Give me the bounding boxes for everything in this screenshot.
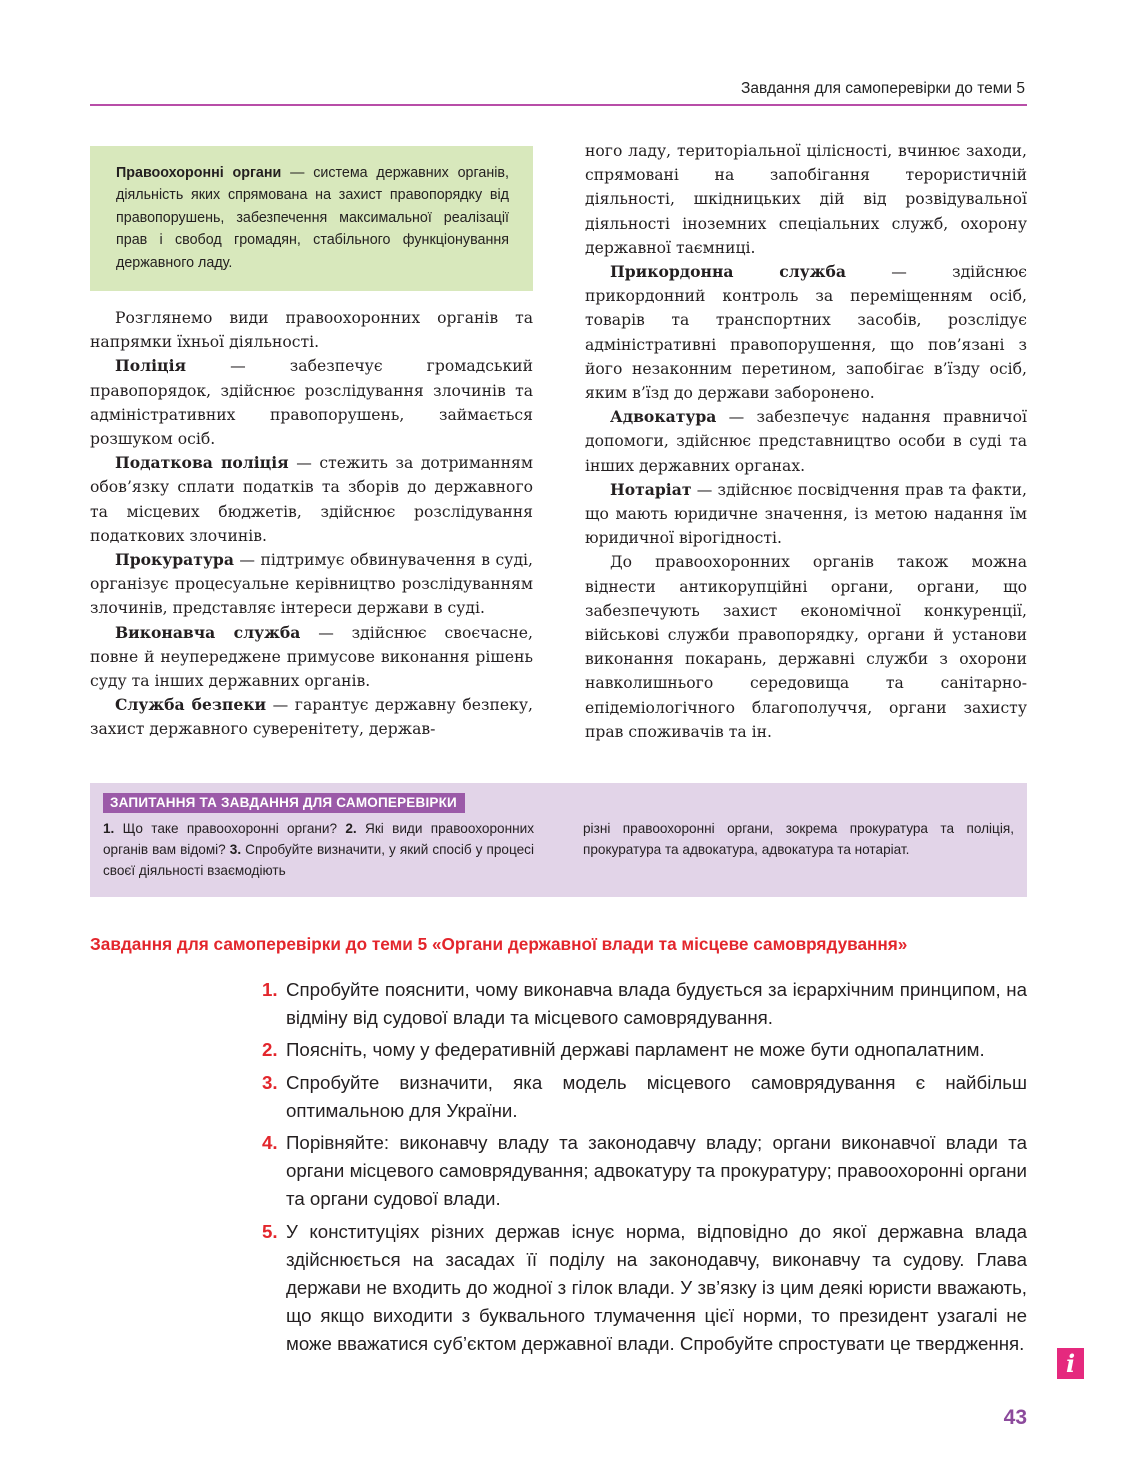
right-text-column [585,139,1027,744]
task-text: Спробуйте визначити, яка модель місцевого самоврядування є найбільш оптимальною для України. [286,1071,1027,1121]
term-police: Поліція [115,356,187,376]
questions-left-text [103,818,534,882]
left-text-column [90,306,533,742]
text-border-service: — здійснює прикордонний контроль за переміщенням осіб, товарів та транспортних засобів, розслідує адміністративні правопорушення, що пов’язані з його незаконним перетином, запобігає в’їзду осіб, яким в’їзд до держави заборонено. [585,263,1027,403]
definition-box [90,146,533,291]
task-number: 4. [262,1132,278,1154]
paragraph-notary [585,478,1027,551]
running-title: Завдання для самоперевірки до теми 5 [740,80,1025,97]
term-advocacy: Адвокатура [610,407,717,427]
question-1-text: Що таке правоохоронні органи? [114,821,346,836]
paragraph-security-service [90,693,533,741]
intro-paragraph: Розглянемо види правоохоронних органів та напрямки їхньої діяльності. [90,309,533,352]
task-item [262,1218,1027,1359]
task-item [262,1129,1027,1214]
questions-right-text: різні правоохоронні органи, зокрема прокуратура та поліція, прокуратура та адвокатура, адвокатура та нотаріат. [583,821,1014,858]
paragraph-enforcement-service [90,621,533,694]
text-police: — забезпечує громадський правопорядок, здійснює розслідування злочинів та адміністративних правопорушень, займається розшуком осіб. [90,357,533,449]
self-check-questions-box [90,783,1027,897]
text-tax-police: — стежить за дотриманням обов’язку сплати податків та зборів до державного та місцевих бюджетів, здійснює розслідування податкових злочинів. [90,454,534,545]
term-security-service: Служба безпеки [115,695,267,715]
tasks-heading: Завдання для самоперевірки до теми 5 «Органи державної влади та місцеве самоврядування» [90,934,908,954]
question-2-number: 2. [345,821,357,836]
question-1-number: 1. [103,821,115,836]
term-prosecution: Прокуратура [115,550,234,570]
page-number: 43 [1003,1406,1027,1429]
task-item [262,1036,1027,1064]
task-item [262,976,1027,1032]
paragraph-tax-police [90,451,533,548]
text-security-service: — гарантує державну безпеку, захист державного суверенітету, держав- [90,696,533,739]
definition-text: — система державних органів, діяльність яких спрямована на захист правопорядку від правопорушень, забезпечення максимальної реалізації прав і свобод громадян, стабільного функціонування державного ладу. [116,165,509,271]
closing-paragraph: До правоохоронних органів також можна віднести антикорупційні органи, органи, що забезпечують захист економічної конкуренції, військові служби правопорядку, органи й установи виконання покарань, державні служби з охорони навколишнього середовища та санітарно-епідеміологічного благополуччя, органи захисту прав споживачів та ін. [585,553,1027,741]
question-2-text: Які види правоохоронних органів вам відомі? [103,821,534,858]
paragraph-prosecution [90,548,533,621]
paragraph-advocacy [585,405,1027,478]
question-3-number: 3. [229,842,242,858]
continuation-paragraph: ного ладу, територіальної цілісності, вчинює заходи, спрямовані на запобігання терористичній діяльності, шкідницьких дій від розвідувальної діяльності іноземних спеціальних служб, охорону державної таємниці. [585,142,1027,257]
task-item [262,1069,1027,1125]
task-text: Поясніть, чому у федеративній державі парламент не може бути однопалатним. [286,1039,985,1061]
term-tax-police: Податкова поліція [115,453,289,473]
term-border-service: Прикордонна служба [610,262,846,282]
paragraph-border-service [585,260,1027,405]
task-number: 2. [262,1039,278,1061]
task-number: 5. [262,1220,278,1242]
questions-title: ЗАПИТАННЯ ТА ЗАВДАННЯ ДЛЯ САМОПЕРЕВІРКИ [103,793,465,813]
text-advocacy: — забезпечує надання правничої допомоги, здійснює представництво особи в суді та інших державних органах. [585,408,1027,475]
running-header [90,80,1027,106]
task-text: Порівняйте: виконавчу владу та законодавчу владу; органи виконавчої влади та органи місцевого самоврядування; адвокатуру та прокуратуру; правоохоронні органи та органи судової влади. [286,1132,1027,1210]
text-notary: — здійснює посвідчення прав та факти, що мають юридичне значення, із метою надання їм юридичної вірогідності. [585,480,1027,548]
question-3-text: Спробуйте визначити, у який спосіб у процесі своєї діяльності взаємодіють [103,842,534,879]
definition-term: Правоохоронні органи [116,165,282,181]
term-enforcement-service: Виконавча служба [115,622,301,642]
text-prosecution: — підтримує обвинувачення в суді, організує процесуальне керівництво розслідуванням злочинів, представляє інтереси держави в суді. [90,551,533,618]
task-number: 3. [262,1071,278,1093]
info-icon: i [1057,1348,1084,1379]
paragraph-police [90,354,533,451]
task-text: Спробуйте пояснити, чому виконавча влада будується за ієрархічним принципом, на відміну від судової влади та місцевого самоврядування. [286,979,1027,1029]
task-number: 1. [262,979,278,1000]
task-list [262,976,1027,1363]
text-enforcement-service: — здійснює своєчасне, повне й неупереджене примусове виконання рішень суду та інших державних органів. [90,623,533,691]
task-text: У конституціях різних держав існує норма, відповідно до якої державна влада здійснюється на засадах її поділу на законодавчу, виконавчу та судову. Глава держави не входить до жодної з гілок влади. У зв’язку із цим деякі юристи вважають, що якщо виходити з буквального тлумачення цієї норми, то президент узагалі не може вважатися суб’єктом державної влади. Спробуйте спростувати це твердження. [286,1220,1027,1355]
term-notary: Нотаріат [610,479,692,499]
